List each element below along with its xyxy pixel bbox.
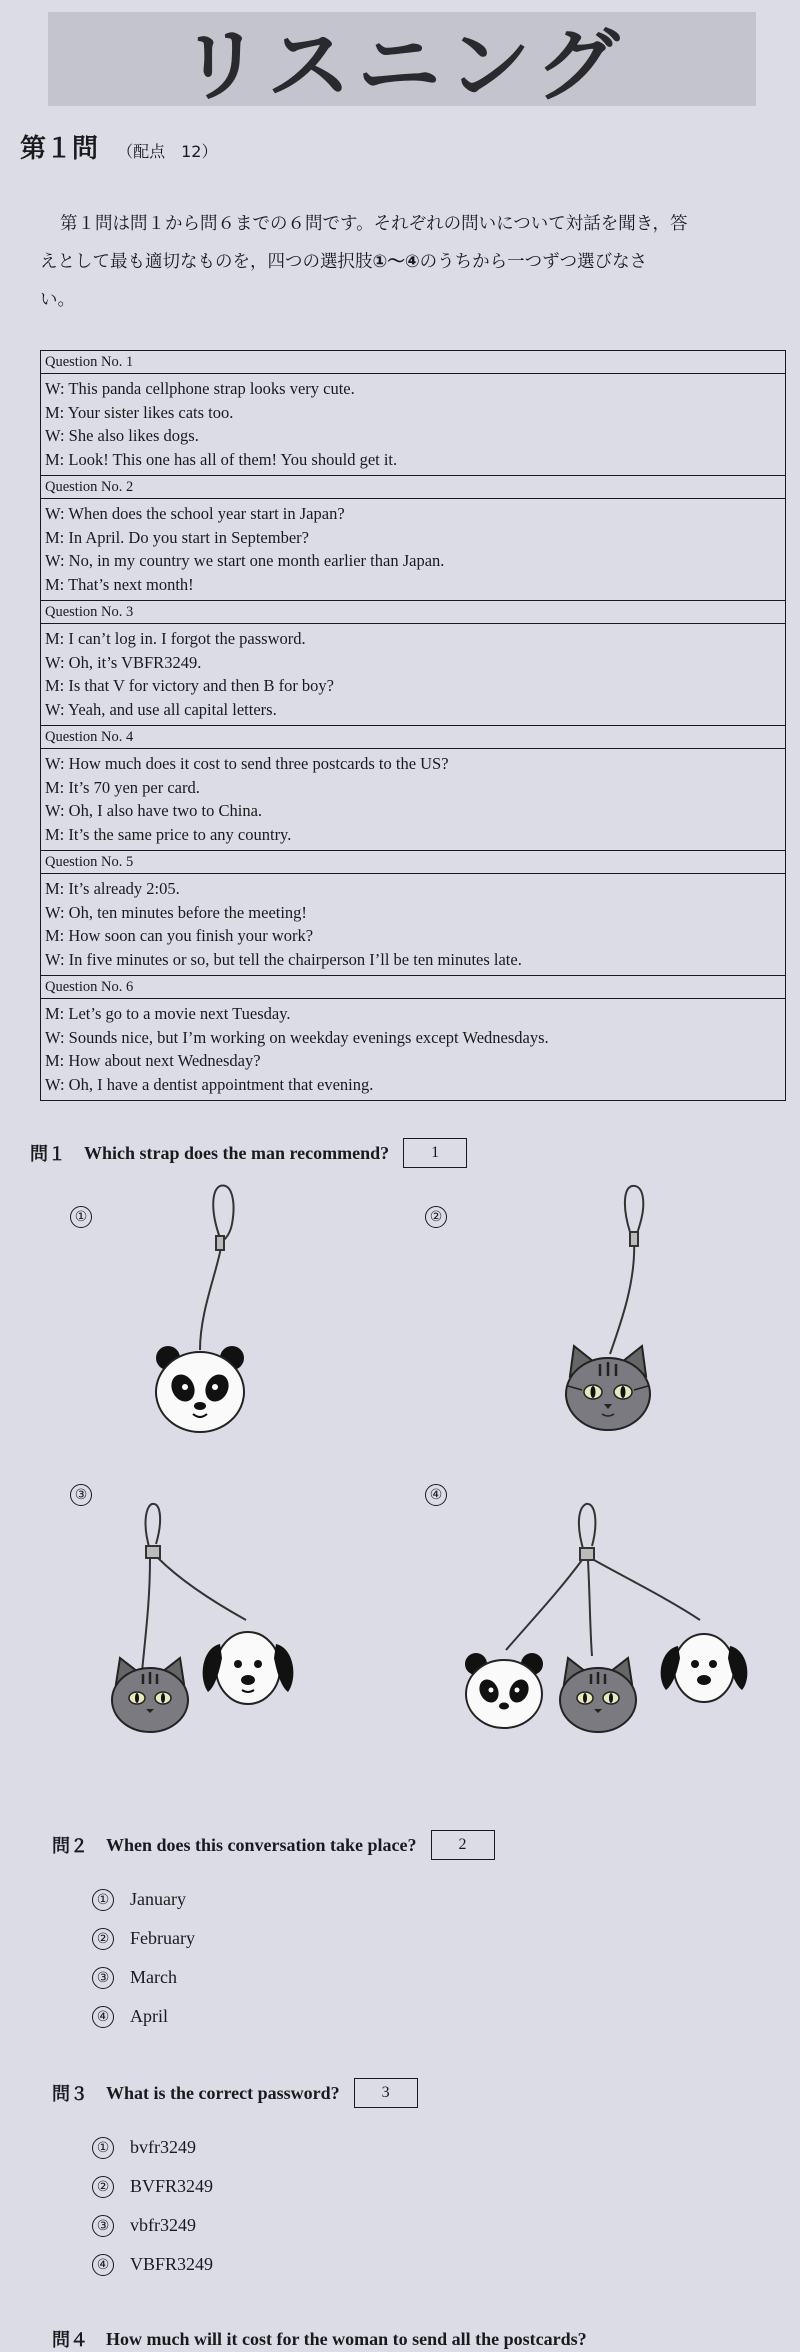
dialogue-line: M: How soon can you finish your work? bbox=[45, 926, 314, 945]
choice-mark: ① bbox=[92, 2137, 114, 2159]
choice-text: January bbox=[130, 1889, 186, 1909]
dialogue-line: W: When does the school year start in Japan? bbox=[45, 504, 345, 523]
choice-mark: ④ bbox=[92, 2006, 114, 2028]
question-2-text: When does this conversation take place? bbox=[106, 1834, 417, 1855]
question-2-number: 問２ bbox=[52, 1836, 88, 1857]
dialogue-line: M: It’s 70 yen per card. bbox=[45, 777, 200, 797]
choice-mark: ① bbox=[92, 1889, 114, 1911]
instructions-line-2b: のうちから一つずつ選びなさ bbox=[419, 252, 648, 272]
answer-box-3[interactable]: 3 bbox=[354, 2078, 418, 2108]
choice-mark: ② bbox=[92, 2176, 114, 2198]
choice-text: bvfr3249 bbox=[130, 2137, 196, 2157]
dialogue-line: W: Oh, ten minutes before the meeting! bbox=[45, 902, 307, 922]
question-1 bbox=[30, 1138, 467, 1168]
choice-text: VBFR3249 bbox=[130, 2254, 214, 2274]
question-3-text: What is the correct password? bbox=[106, 2082, 340, 2103]
cat-icon bbox=[566, 1346, 650, 1430]
question-1-number: 問１ bbox=[30, 1144, 66, 1165]
dialogue-line: M: How about next Wednesday? bbox=[45, 1051, 261, 1070]
dialogue-line: M: It’s the same price to any country. bbox=[45, 824, 292, 844]
script-question-label: Question No. 1 bbox=[41, 351, 785, 374]
dialogue-line: W: Sounds nice, but I’m working on weekday evenings except Wednesdays. bbox=[45, 1027, 549, 1047]
choice-text: April bbox=[130, 2006, 168, 2026]
q1-option-1-image[interactable] bbox=[140, 1180, 280, 1440]
choice-text: February bbox=[130, 1928, 195, 1948]
dialogue-line: M: Your sister likes cats too. bbox=[45, 402, 234, 422]
dialogue-line: M: I can’t log in. I forgot the password. bbox=[45, 629, 306, 648]
instructions-line-1: 第１問は問１から問６までの６問です。それぞれの問いについて対話を聞き，答 bbox=[60, 214, 688, 234]
script-question-label: Question No. 2 bbox=[41, 476, 785, 499]
script-block bbox=[41, 351, 785, 476]
section-number: 第１問 bbox=[20, 134, 99, 164]
question-1-text: Which strap does the man recommend? bbox=[84, 1142, 390, 1163]
script-question-label: Question No. 4 bbox=[41, 726, 785, 749]
question-3-number: 問３ bbox=[52, 2084, 88, 2105]
dialogue-line: W: Oh, I have a dentist appointment that evening. bbox=[45, 1074, 374, 1094]
dialogue-line: W: Yeah, and use all capital letters. bbox=[45, 699, 277, 719]
q2-choice-4[interactable] bbox=[92, 1997, 195, 2036]
question-4-text: How much will it cost for the woman to send all the postcards? bbox=[106, 2328, 587, 2349]
q1-option-1-mark[interactable]: ① bbox=[70, 1206, 92, 1228]
script-dialogue bbox=[41, 499, 785, 601]
q1-option-2-image[interactable] bbox=[550, 1180, 680, 1440]
answer-box-1[interactable]: 1 bbox=[403, 1138, 467, 1168]
listening-script-table bbox=[40, 350, 786, 1101]
dialogue-line: M: Look! This one has all of them! You should get it. bbox=[45, 449, 398, 469]
script-dialogue bbox=[41, 874, 785, 976]
q2-choice-3[interactable] bbox=[92, 1958, 195, 1997]
script-question-label: Question No. 6 bbox=[41, 976, 785, 999]
instructions-line-2a: えとして最も適切なものを，四つの選択肢 bbox=[40, 252, 373, 272]
q1-option-3-mark[interactable]: ③ bbox=[70, 1484, 92, 1506]
dialogue-line: W: No, in my country we start one month earlier than Japan. bbox=[45, 551, 445, 570]
dialogue-line: M: Let’s go to a movie next Tuesday. bbox=[45, 1004, 291, 1023]
question-4-number: 問４ bbox=[52, 2330, 88, 2351]
strap-cord bbox=[610, 1186, 643, 1354]
question-4 bbox=[52, 2326, 587, 2352]
q3-choice-2[interactable] bbox=[92, 2167, 213, 2206]
dialogue-line: M: Is that V for victory and then B for boy? bbox=[45, 676, 335, 695]
panda-icon bbox=[465, 1653, 543, 1728]
script-dialogue bbox=[41, 374, 785, 476]
dog-icon bbox=[661, 1634, 748, 1702]
cat-icon bbox=[112, 1658, 188, 1732]
choice-mark: ④ bbox=[92, 2254, 114, 2276]
q1-option-4-image[interactable] bbox=[460, 1500, 760, 1740]
section-heading bbox=[20, 128, 217, 165]
cat-icon bbox=[560, 1658, 636, 1732]
strap-cord bbox=[506, 1504, 700, 1656]
instructions-line-3: い。 bbox=[40, 290, 75, 310]
dialogue-line: W: Oh, I also have two to China. bbox=[45, 801, 263, 820]
title-banner bbox=[48, 12, 756, 112]
question-2 bbox=[52, 1830, 495, 1860]
script-question-label: Question No. 5 bbox=[41, 851, 785, 874]
question-3 bbox=[52, 2078, 418, 2108]
script-question-label: Question No. 3 bbox=[41, 601, 785, 624]
dialogue-line: W: This panda cellphone strap looks very cute. bbox=[45, 379, 355, 398]
script-block bbox=[41, 851, 785, 976]
choice-mark: ② bbox=[92, 1928, 114, 1950]
strap-cord bbox=[200, 1185, 234, 1350]
q2-choice-1[interactable] bbox=[92, 1880, 195, 1919]
choice-text: vbfr3249 bbox=[130, 2215, 196, 2235]
script-dialogue bbox=[41, 624, 785, 726]
script-block bbox=[41, 476, 785, 601]
q1-option-2-mark[interactable]: ② bbox=[425, 1206, 447, 1228]
dialogue-line: M: It’s already 2:05. bbox=[45, 879, 180, 898]
dialogue-line: W: In five minutes or so, but tell the chairperson I’ll be ten minutes late. bbox=[45, 949, 522, 969]
page-title: リスニング bbox=[178, 18, 626, 112]
script-dialogue bbox=[41, 749, 785, 851]
instructions-line-2 bbox=[40, 243, 770, 281]
q3-choice-4[interactable] bbox=[92, 2245, 213, 2284]
dog-icon bbox=[203, 1632, 294, 1704]
dialogue-line: W: How much does it cost to send three postcards to the US? bbox=[45, 754, 449, 773]
question-3-choices bbox=[92, 2128, 213, 2284]
dialogue-line: W: She also likes dogs. bbox=[45, 426, 199, 445]
script-block bbox=[41, 726, 785, 851]
script-block bbox=[41, 976, 785, 1100]
dialogue-line: M: In April. Do you start in September? bbox=[45, 527, 309, 547]
script-dialogue bbox=[41, 999, 785, 1100]
panda-icon bbox=[156, 1346, 244, 1432]
choice-text: BVFR3249 bbox=[130, 2176, 214, 2196]
q1-option-4-mark[interactable]: ④ bbox=[425, 1484, 447, 1506]
q1-option-3-image[interactable] bbox=[100, 1500, 310, 1740]
choice-text: March bbox=[130, 1967, 177, 1987]
q3-choice-1[interactable] bbox=[92, 2128, 213, 2167]
q2-choice-2[interactable] bbox=[92, 1919, 195, 1958]
answer-box-2[interactable]: 2 bbox=[431, 1830, 495, 1860]
choice-mark: ③ bbox=[92, 1967, 114, 1989]
choice-mark: ③ bbox=[92, 2215, 114, 2237]
section-points: （配点 12） bbox=[117, 142, 218, 161]
dialogue-line: W: Oh, it’s VBFR3249. bbox=[45, 652, 202, 672]
choice-range-mark: ①～④ bbox=[372, 252, 420, 272]
question-2-choices bbox=[92, 1880, 195, 2036]
instructions bbox=[40, 205, 770, 319]
q3-choice-3[interactable] bbox=[92, 2206, 213, 2245]
script-block bbox=[41, 601, 785, 726]
dialogue-line: M: That’s next month! bbox=[45, 574, 194, 594]
